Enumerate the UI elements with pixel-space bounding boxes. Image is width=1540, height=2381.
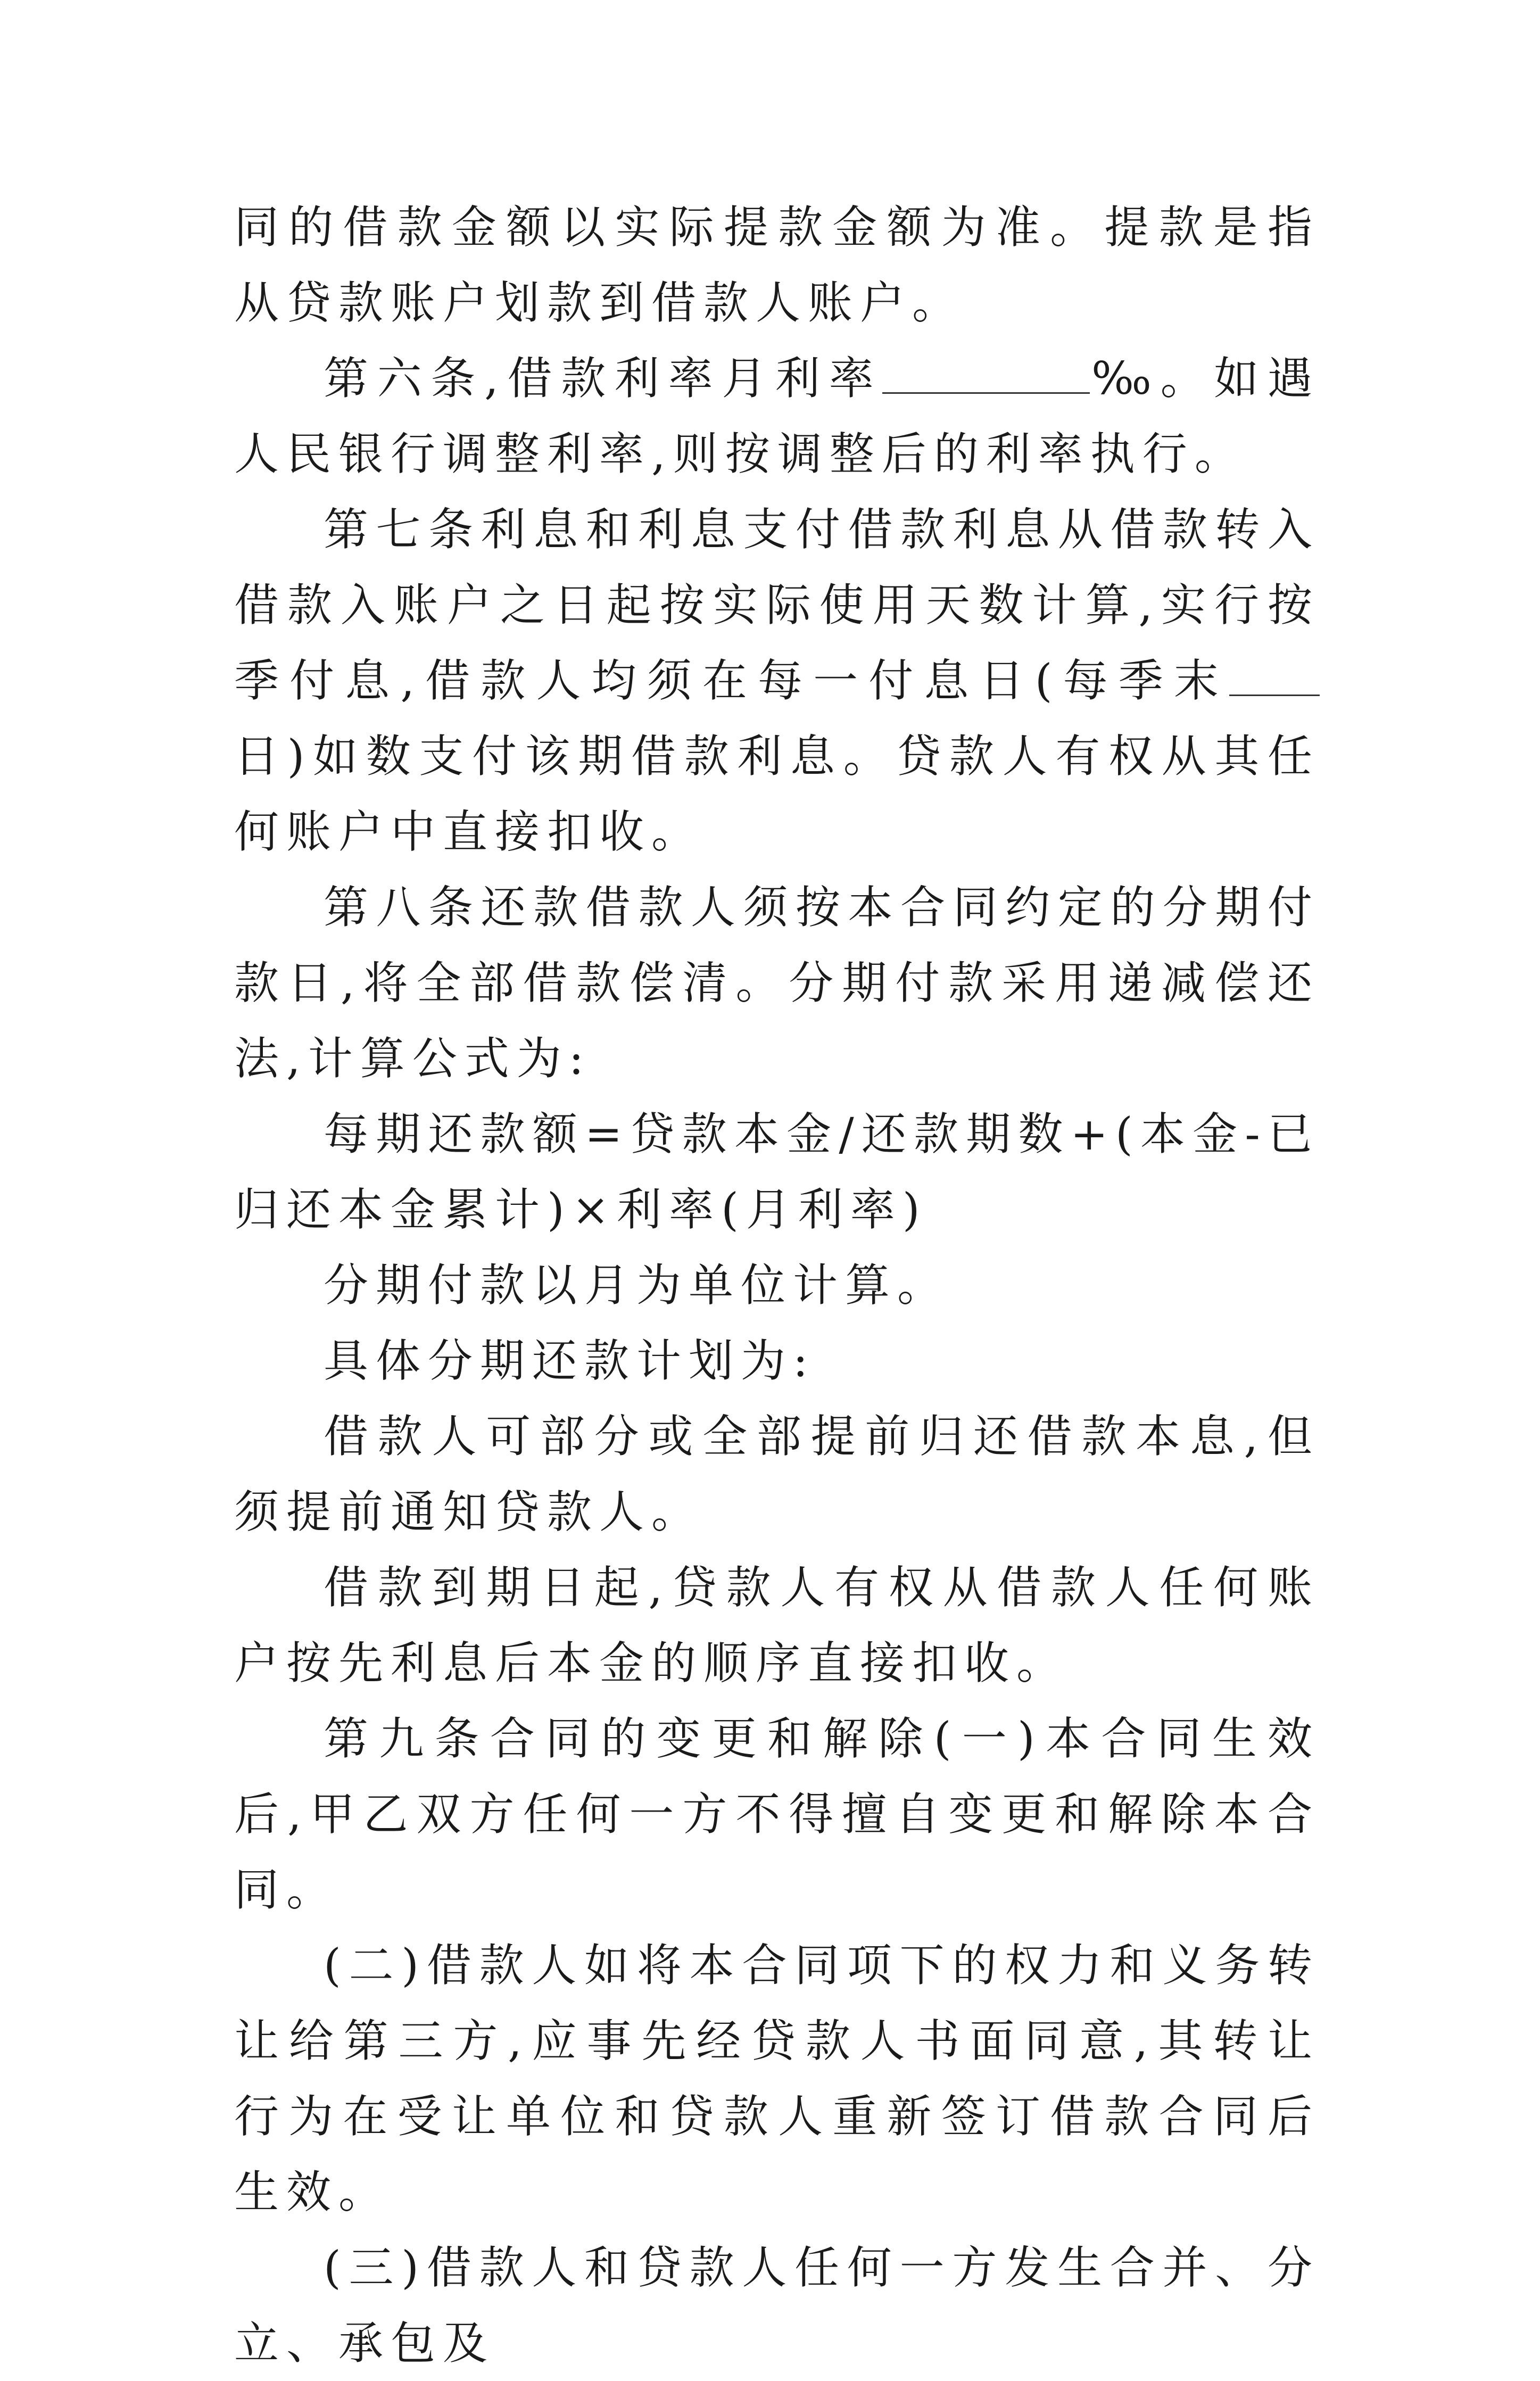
paragraph-text: 具体分期还款计划为: bbox=[324, 1335, 816, 1387]
paragraph-repayment-plan bbox=[234, 1323, 1320, 1399]
paragraph-text: (二)借款人如将本合同项下的权力和义务转让给第三方,应事先经贷款人书面同意,其转让行为在受让单位和贷款人重新签订借款合同后生效。 bbox=[234, 1939, 1320, 2218]
paragraph-text: 第七条利息和利息支付借款利息从借款转入借款入账户之日起按实际使用天数计算,实行按季付息,借款人均须在每一付息日(每季末 bbox=[234, 503, 1320, 707]
paragraph-text: (三)借款人和贷款人任何一方发生合并、分立、承包及 bbox=[234, 2242, 1320, 2369]
paragraph-article-7-interest-payment bbox=[234, 492, 1320, 870]
paragraph-text: 分期付款以月为单位计算。 bbox=[324, 1259, 950, 1311]
paragraph-repayment-formula bbox=[234, 1096, 1320, 1247]
paragraph-monthly-installment bbox=[234, 1247, 1320, 1323]
paragraph-maturity-deduction bbox=[234, 1550, 1320, 1701]
paragraph-text: 同的借款金额以实际提款金额为准。提款是指从贷款账户划款到借款人账户。 bbox=[234, 201, 1320, 329]
paragraph-text: 第八条还款借款人须按本合同约定的分期付款日,将全部借款偿清。分期付款采用递减偿还法,计算公式为: bbox=[234, 881, 1320, 1085]
document-body bbox=[234, 189, 1320, 2381]
paragraph-article-8-repayment bbox=[234, 870, 1320, 1096]
paragraph-text: 借款人可部分或全部提前归还借款本息,但须提前通知贷款人。 bbox=[234, 1410, 1320, 1538]
paragraph-text: 每期还款额=贷款本金/还款期数+(本金-已归还本金累计)×利率(月利率) bbox=[234, 1108, 1320, 1236]
paragraph-article-9-amendment bbox=[234, 1701, 1320, 1928]
interest-rate-blank-field[interactable] bbox=[882, 355, 1090, 394]
paragraph-transfer-rights bbox=[234, 1928, 1320, 2230]
paragraph-loan-amount bbox=[234, 189, 1320, 341]
payment-day-blank-field[interactable] bbox=[1229, 657, 1320, 696]
paragraph-early-repayment bbox=[234, 1399, 1320, 1550]
paragraph-text: 日)如数支付该期借款利息。贷款人有权从其任何账户中直接扣收。 bbox=[234, 730, 1320, 858]
paragraph-text: 第九条合同的变更和解除(一)本合同生效后,甲乙双方任何一方不得擅自变更和解除本合同。 bbox=[234, 1713, 1320, 1916]
paragraph-text: 借款到期日起,贷款人有权从借款人任何账户按先利息后本金的顺序直接扣收。 bbox=[234, 1561, 1320, 1689]
paragraph-article-6-interest-rate bbox=[234, 341, 1320, 492]
paragraph-text: 第六条,借款利率月利率 bbox=[324, 352, 883, 404]
paragraph-merger-clause bbox=[234, 2230, 1320, 2381]
paragraph-text: ‰。如遇人民银行调整利率,则按调整后的利率执行。 bbox=[234, 352, 1320, 480]
